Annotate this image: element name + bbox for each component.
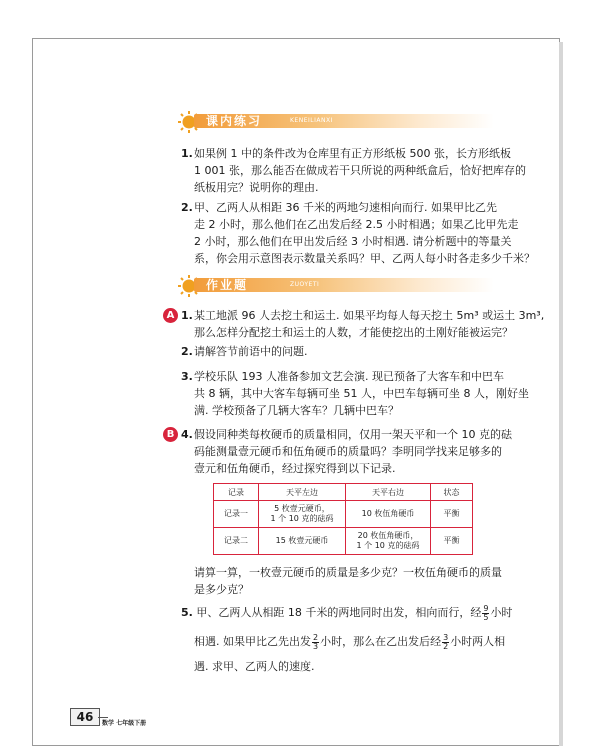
table-cell (346, 528, 431, 555)
table-header-row (214, 484, 473, 501)
table-cell (346, 501, 431, 528)
fraction (442, 634, 449, 651)
cell-line: 1 个 10 克的砝码 (270, 514, 334, 523)
fraction-denominator: 5 (483, 612, 489, 622)
record-table (213, 483, 473, 555)
homework-item-4-question (194, 564, 502, 598)
item-line: 码能测量壹元硬币和伍角硬币的质量吗？李明同学找来足够多的 (194, 445, 502, 458)
group-b-badge: B (163, 427, 178, 442)
item-line: 2 小时，那么他们在甲出发后经 3 小时相遇. 请分析题中的等量关 (194, 235, 512, 248)
section-title: 作业题 (206, 278, 249, 292)
fraction (482, 605, 489, 622)
item-line: 请解答节前语中的问题. (194, 345, 308, 358)
fraction (312, 634, 319, 651)
table-cell (259, 501, 346, 528)
group-a-badge: A (163, 308, 178, 323)
item-text: 相遇. 如果甲比乙先出发 (194, 635, 311, 648)
item-line: 纸板用完？说明你的理由. (194, 181, 319, 194)
item-line: 学校乐队 193 人准备参加文艺会演. 现已预备了大客车和中巴车 (194, 370, 504, 383)
fraction-denominator: 3 (313, 641, 319, 651)
fraction-numerator: 3 (443, 632, 449, 642)
item-line: 甲、乙两人从相距 36 千米的两地匀速相向而行. 如果甲比乙先 (194, 201, 497, 214)
item-line: 1 001 张，那么能否在做成若干只所说的两种纸盒后，恰好把库存的 (194, 164, 526, 177)
page-shadow (559, 42, 563, 746)
item-text: 甲、乙两人从相距 18 千米的两地同时出发，相向而行，经 (196, 606, 482, 619)
item-number: 4. (181, 428, 193, 441)
table-row (214, 528, 473, 555)
table-header: 状态 (431, 484, 473, 501)
book-title: 数学 七年级下册 (102, 720, 147, 727)
section-pinyin: ZUOYETI (290, 281, 320, 288)
cell-line: 20 枚伍角硬币， (357, 531, 419, 540)
item-line: 假设同种类每枚硬币的质量相同，仅用一架天平和一个 10 克的砝 (194, 428, 512, 441)
section-pinyin: KENEILIANXI (290, 117, 333, 124)
item-line: 那么怎样分配挖土和运土的人数，才能使挖出的土刚好能被运完？ (194, 326, 513, 339)
item-number: 2. (181, 345, 193, 358)
page-number: 46 (70, 708, 100, 726)
item-line: 走 2 小时，那么他们在乙出发后经 2.5 小时相遇；如果乙比甲先走 (194, 218, 519, 231)
fraction-numerator: 2 (313, 632, 319, 642)
table-header: 记录 (214, 484, 259, 501)
item-number: 1. (181, 309, 193, 322)
cell-line: 15 枚壹元硬币 (275, 536, 329, 545)
item-line: 请算一算，一枚壹元硬币的质量是多少克？一枚伍角硬币的质量 (194, 566, 502, 579)
item-text: 小时两人相 (450, 635, 506, 648)
item-text: 小时 (490, 606, 513, 619)
item-line: 壹元和伍角硬币，经过探究得到以下记录. (194, 462, 396, 475)
table-header: 天平右边 (346, 484, 431, 501)
item-line: 系，你会用示意图表示数量关系吗？甲、乙两人每小时各走多少千米？ (194, 252, 535, 265)
item-line: 共 8 辆，其中大客车每辆可坐 51 人，中巴车每辆可坐 8 人，刚好坐 (194, 387, 529, 400)
table-cell (259, 528, 346, 555)
cell-line: 1 个 10 克的砝码 (356, 541, 420, 550)
item-number: 3. (181, 370, 193, 383)
item-line: 是多少克？ (194, 583, 249, 596)
table-row (214, 501, 473, 528)
item-line: 满. 学校预备了几辆大客车？几辆中巴车？ (194, 404, 399, 417)
section-title: 课内练习 (206, 114, 263, 128)
item-number: 2. (181, 201, 193, 214)
table-cell: 记录一 (214, 501, 259, 528)
cell-line: 10 枚伍角硬币 (361, 509, 415, 518)
fraction-denominator: 2 (443, 641, 449, 651)
item-line: 如果例 1 中的条件改为仓库里有正方形纸板 500 张，长方形纸板 (194, 147, 511, 160)
section-banner-practice (178, 111, 498, 133)
table-cell: 平衡 (431, 501, 473, 528)
item-text: 小时，那么在乙出发后经 (320, 635, 442, 648)
fraction-numerator: 9 (483, 603, 489, 613)
table-cell: 平衡 (431, 528, 473, 555)
table-header: 天平左边 (259, 484, 346, 501)
cell-line: 5 枚壹元硬币， (274, 504, 330, 513)
section-banner-homework (178, 275, 498, 297)
item-line: 某工地派 96 人去挖土和运土. 如果平均每人每天挖土 5m³ 或运土 3m³, (194, 309, 545, 322)
item-number: 5. (181, 606, 193, 619)
item-text: 遇. 求甲、乙两人的速度. (194, 660, 315, 673)
table-cell: 记录二 (214, 528, 259, 555)
item-number: 1. (181, 147, 193, 160)
